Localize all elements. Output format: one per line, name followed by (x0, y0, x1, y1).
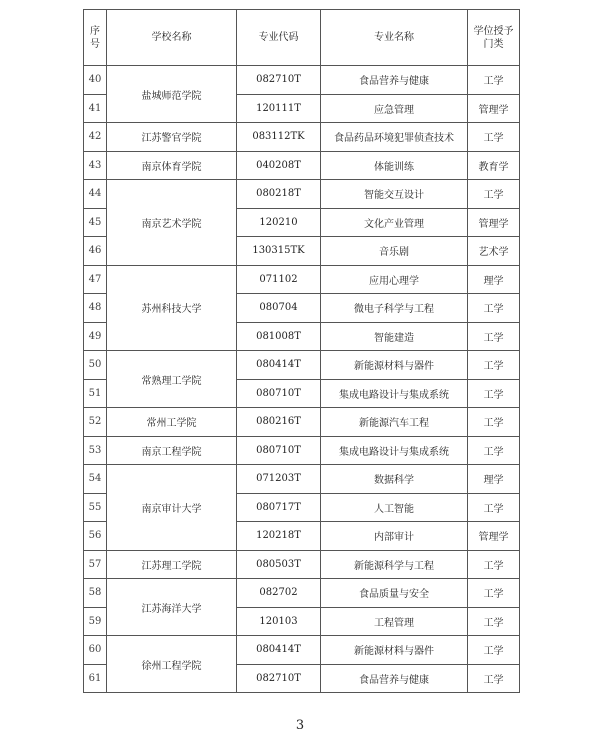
major-code: 080414T (237, 351, 321, 380)
row-number: 45 (84, 208, 107, 237)
header-major: 专业名称 (321, 10, 468, 66)
table-row (84, 550, 520, 579)
table-row (84, 436, 520, 465)
table-row (84, 123, 520, 152)
school-name: 南京艺术学院 (107, 180, 237, 266)
row-number: 57 (84, 550, 107, 579)
row-number: 40 (84, 66, 107, 95)
table-row (84, 465, 520, 494)
table-body (84, 66, 520, 693)
school-name: 南京审计大学 (107, 465, 237, 551)
major-code: 080503T (237, 550, 321, 579)
row-number: 48 (84, 294, 107, 323)
major-name: 新能源材料与器件 (321, 351, 468, 380)
page-number: 3 (295, 718, 305, 733)
row-number: 61 (84, 664, 107, 693)
degree-category: 理学 (468, 465, 520, 494)
majors-table (83, 9, 520, 693)
major-name: 工程管理 (321, 607, 468, 636)
degree-category: 理学 (468, 265, 520, 294)
degree-category: 工学 (468, 408, 520, 437)
degree-category: 工学 (468, 436, 520, 465)
major-code: 080710T (237, 436, 321, 465)
major-name: 新能源科学与工程 (321, 550, 468, 579)
major-name: 集成电路设计与集成系统 (321, 436, 468, 465)
major-name: 微电子科学与工程 (321, 294, 468, 323)
row-number: 42 (84, 123, 107, 152)
major-name: 新能源材料与器件 (321, 636, 468, 665)
degree-category: 工学 (468, 322, 520, 351)
major-name: 体能训练 (321, 151, 468, 180)
row-number: 52 (84, 408, 107, 437)
major-name: 智能建造 (321, 322, 468, 351)
school-name: 常州工学院 (107, 408, 237, 437)
major-code: 130315TK (237, 237, 321, 266)
school-name: 常熟理工学院 (107, 351, 237, 408)
row-number: 44 (84, 180, 107, 209)
degree-category: 工学 (468, 636, 520, 665)
school-name: 苏州科技大学 (107, 265, 237, 351)
table-row (84, 180, 520, 209)
degree-category: 工学 (468, 294, 520, 323)
header-degree: 学位授予门类 (468, 10, 520, 66)
major-code: 120210 (237, 208, 321, 237)
row-number: 51 (84, 379, 107, 408)
major-code: 082702 (237, 579, 321, 608)
major-name: 食品营养与健康 (321, 664, 468, 693)
row-number: 46 (84, 237, 107, 266)
row-number: 56 (84, 522, 107, 551)
major-code: 080216T (237, 408, 321, 437)
school-name: 南京工程学院 (107, 436, 237, 465)
major-code: 071203T (237, 465, 321, 494)
degree-category: 工学 (468, 379, 520, 408)
row-number: 59 (84, 607, 107, 636)
school-name: 徐州工程学院 (107, 636, 237, 693)
degree-category: 工学 (468, 351, 520, 380)
degree-category: 工学 (468, 664, 520, 693)
major-name: 内部审计 (321, 522, 468, 551)
degree-category: 工学 (468, 579, 520, 608)
degree-category: 工学 (468, 607, 520, 636)
major-code: 040208T (237, 151, 321, 180)
row-number: 53 (84, 436, 107, 465)
row-number: 49 (84, 322, 107, 351)
degree-category: 工学 (468, 66, 520, 95)
degree-category: 管理学 (468, 208, 520, 237)
major-name: 新能源汽车工程 (321, 408, 468, 437)
header-code: 专业代码 (237, 10, 321, 66)
major-name: 文化产业管理 (321, 208, 468, 237)
school-name: 江苏警官学院 (107, 123, 237, 152)
major-code: 080414T (237, 636, 321, 665)
major-code: 080717T (237, 493, 321, 522)
row-number: 43 (84, 151, 107, 180)
row-number: 60 (84, 636, 107, 665)
table-row (84, 265, 520, 294)
row-number: 41 (84, 94, 107, 123)
major-name: 食品质量与安全 (321, 579, 468, 608)
major-name: 食品营养与健康 (321, 66, 468, 95)
school-name: 盐城师范学院 (107, 66, 237, 123)
degree-category: 管理学 (468, 522, 520, 551)
degree-category: 管理学 (468, 94, 520, 123)
school-name: 江苏海洋大学 (107, 579, 237, 636)
major-code: 071102 (237, 265, 321, 294)
table-row (84, 66, 520, 95)
major-name: 应急管理 (321, 94, 468, 123)
major-code: 080218T (237, 180, 321, 209)
table-row (84, 151, 520, 180)
header-no: 序号 (84, 10, 107, 66)
row-number: 47 (84, 265, 107, 294)
row-number: 55 (84, 493, 107, 522)
major-name: 数据科学 (321, 465, 468, 494)
table-row (84, 351, 520, 380)
major-name: 智能交互设计 (321, 180, 468, 209)
major-name: 音乐剧 (321, 237, 468, 266)
row-number: 58 (84, 579, 107, 608)
major-code: 081008T (237, 322, 321, 351)
row-number: 50 (84, 351, 107, 380)
row-number: 54 (84, 465, 107, 494)
major-code: 082710T (237, 664, 321, 693)
major-name: 集成电路设计与集成系统 (321, 379, 468, 408)
major-name: 应用心理学 (321, 265, 468, 294)
major-code: 120111T (237, 94, 321, 123)
degree-category: 工学 (468, 550, 520, 579)
degree-category: 工学 (468, 123, 520, 152)
header-school: 学校名称 (107, 10, 237, 66)
major-code: 083112TK (237, 123, 321, 152)
school-name: 南京体育学院 (107, 151, 237, 180)
major-code: 080704 (237, 294, 321, 323)
degree-category: 教育学 (468, 151, 520, 180)
table-row (84, 636, 520, 665)
table-row (84, 408, 520, 437)
major-name: 人工智能 (321, 493, 468, 522)
table-header-row (84, 10, 520, 66)
degree-category: 工学 (468, 180, 520, 209)
degree-category: 工学 (468, 493, 520, 522)
degree-category: 艺术学 (468, 237, 520, 266)
school-name: 江苏理工学院 (107, 550, 237, 579)
major-code: 120103 (237, 607, 321, 636)
major-code: 080710T (237, 379, 321, 408)
major-name: 食品药品环境犯罪侦查技术 (321, 123, 468, 152)
table-row (84, 579, 520, 608)
major-code: 120218T (237, 522, 321, 551)
major-code: 082710T (237, 66, 321, 95)
